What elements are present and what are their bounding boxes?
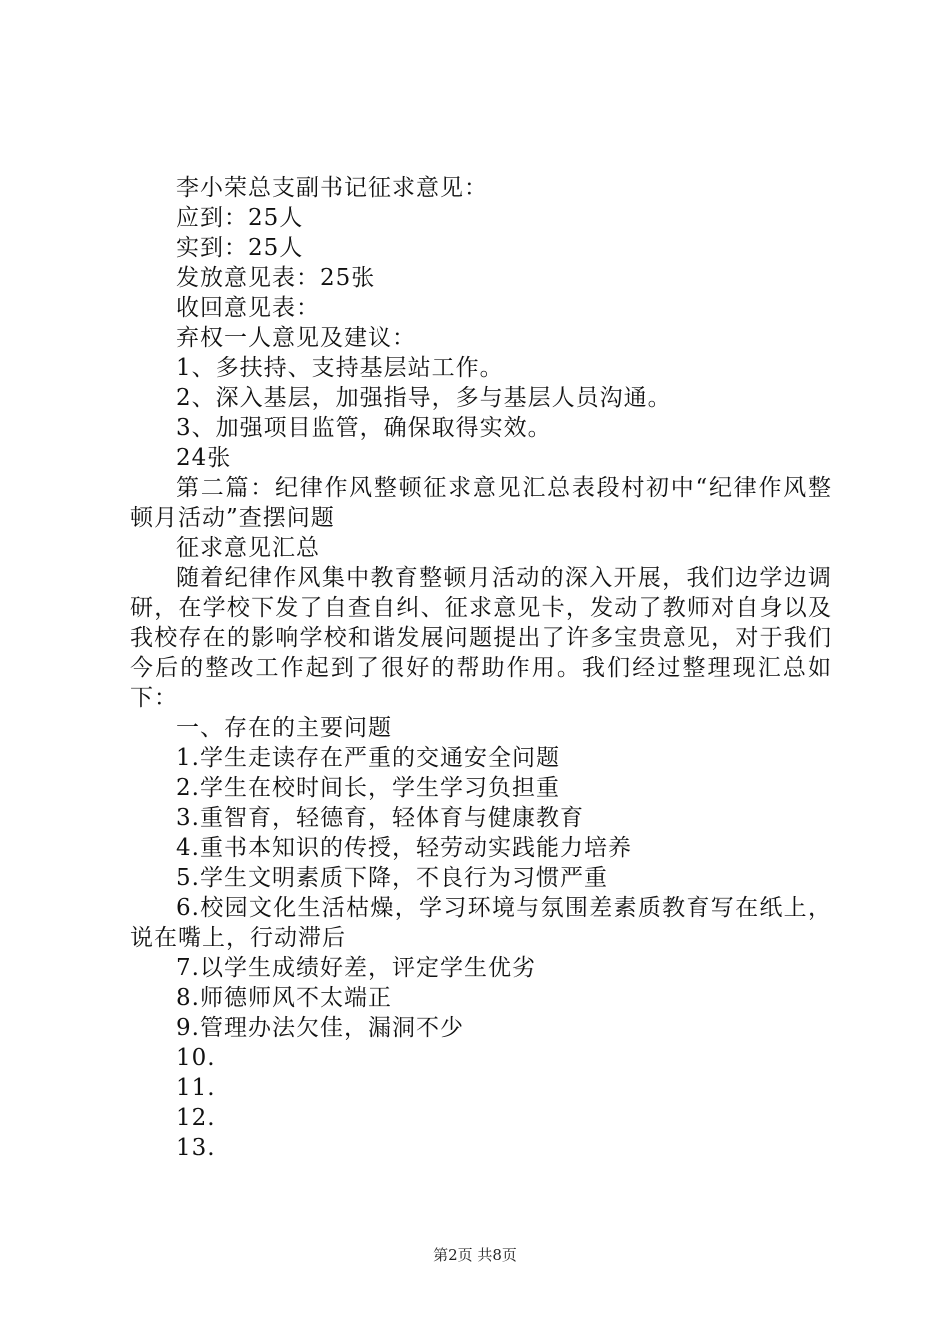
problem-item: 9.管理办法欠佳，漏洞不少 [176, 1015, 464, 1041]
problem-item: 8.师德师风不太端正 [176, 985, 392, 1011]
chapter-heading: 第二篇：纪律作风整顿征求意见汇总表段村初中“纪律作风整顿月活动”查摆问题 [130, 475, 832, 531]
abstain-opinions: 弃权一人意见及建议： [176, 325, 416, 351]
page-footer [0, 1245, 950, 1265]
problem-item: 5.学生文明素质下降，不良行为习惯严重 [176, 865, 608, 891]
problem-item: 7.以学生成绩好差，评定学生优劣 [176, 955, 536, 981]
problems-title: 一、存在的主要问题 [176, 715, 392, 741]
problem-item: 12. [176, 1105, 216, 1131]
intro-paragraph: 随着纪律作风集中教育整顿月活动的深入开展，我们边学边调研，在学校下发了自查自纠、征求意见卡，发动了教师对自身以及我校存在的影响学校和谐发展问题提出了许多宝贵意见，对于我们今后的整改工作起到了很好的帮助作用。我们经过整理现汇总如下： [130, 565, 832, 711]
problem-item: 10. [176, 1045, 216, 1071]
attendance-expected: 应到：25人 [176, 205, 304, 231]
attendance-actual: 实到：25人 [176, 235, 304, 261]
problem-item: 11. [176, 1075, 216, 1101]
problem-item: 1.学生走读存在严重的交通安全问题 [176, 745, 560, 771]
suggestion-item: 2、深入基层，加强指导，多与基层人员沟通。 [176, 385, 672, 411]
document-body [130, 173, 832, 1163]
forms-collected: 收回意见表： [176, 295, 320, 321]
problem-item: 4.重书本知识的传授，轻劳动实践能力培养 [176, 835, 632, 861]
forms-distributed: 发放意见表：25张 [176, 265, 376, 291]
chapter-subheading: 征求意见汇总 [176, 535, 320, 561]
problem-item: 6.校园文化生活枯燥，学习环境与氛围差素质教育写在纸上，说在嘴上，行动滞后 [130, 895, 832, 951]
section1-title: 李小荣总支副书记征求意见： [176, 175, 488, 201]
forms-count: 24张 [176, 445, 232, 471]
problem-item: 3.重智育，轻德育，轻体育与健康教育 [176, 805, 584, 831]
suggestion-item: 3、加强项目监管，确保取得实效。 [176, 415, 552, 441]
problem-item: 2.学生在校时间长，学生学习负担重 [176, 775, 560, 801]
suggestion-item: 1、多扶持、支持基层站工作。 [176, 355, 504, 381]
page-number-label: 第2页 共8页 [433, 1246, 517, 1264]
problem-item: 13. [176, 1135, 216, 1161]
